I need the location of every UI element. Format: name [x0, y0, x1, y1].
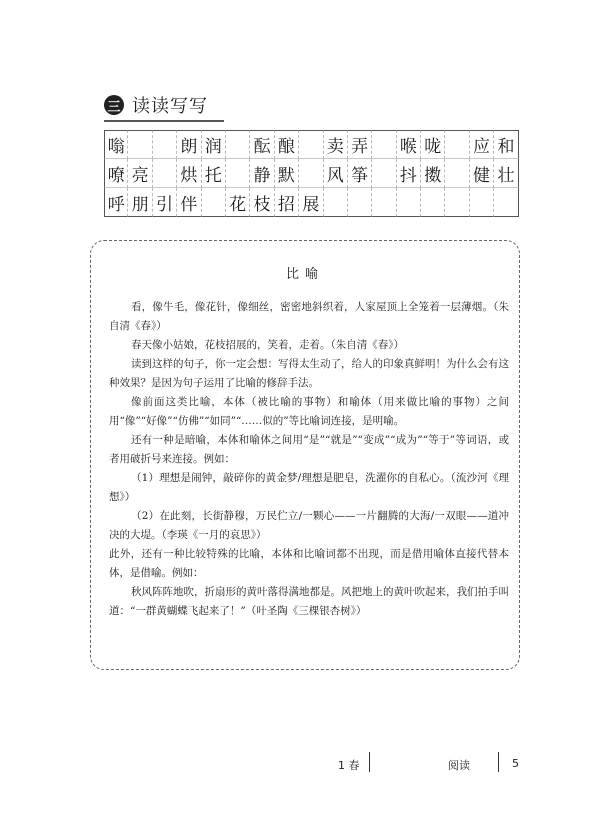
footer-divider: [498, 752, 499, 772]
vocabulary-cell: 喉: [397, 130, 421, 159]
vocabulary-cell: 呼: [104, 188, 128, 217]
vocabulary-cell: [128, 130, 152, 159]
vocabulary-cell: 酿: [275, 130, 299, 159]
vocabulary-row: [104, 130, 519, 159]
vocabulary-cell: [372, 188, 396, 217]
card-title: 比喻: [285, 267, 324, 282]
card-paragraph: 春天像小姑娘，花枝招展的，笑着，走着。（朱自清《春》）: [131, 339, 404, 351]
vocabulary-cell: 健: [470, 159, 494, 188]
vocabulary-cell: 引: [153, 188, 177, 217]
vocabulary-cell: 筝: [348, 159, 372, 188]
section-title: 读读写写: [132, 96, 208, 117]
vocabulary-cell: 嘹: [104, 159, 128, 188]
vocabulary-cell: 擞: [421, 159, 445, 188]
vocabulary-cell: [445, 130, 469, 159]
vocabulary-cell: [226, 159, 250, 188]
vocabulary-cell: [421, 188, 445, 217]
vocabulary-cell: 招: [275, 188, 299, 217]
vocabulary-cell: [397, 188, 421, 217]
vocabulary-cell: 亮: [128, 159, 152, 188]
vocabulary-cell: 默: [275, 159, 299, 188]
vocabulary-cell: 弄: [348, 130, 372, 159]
vocabulary-cell: 朋: [128, 188, 152, 217]
vocabulary-cell: 酝: [250, 130, 274, 159]
vocabulary-cell: 卖: [324, 130, 348, 159]
vocabulary-cell: 烘: [177, 159, 201, 188]
vocabulary-grid: [104, 130, 519, 217]
vocabulary-cell: 朗: [177, 130, 201, 159]
vocabulary-cell: 壮: [494, 159, 518, 188]
vocabulary-row: [104, 188, 519, 217]
vocabulary-cell: [153, 159, 177, 188]
card-paragraph: 此外，还有一种比较特殊的比喻，本体和比喻词都不出现，而是借用喻体直接代替本体，是借喻。例如：: [109, 548, 509, 579]
vocabulary-cell: 花: [226, 188, 250, 217]
card-paragraph: 看，像牛毛，像花针，像细丝，密密地斜织着，人家屋顶上全笼着一层薄烟。（朱自清《春》）: [109, 301, 509, 332]
vocabulary-cell: 润: [202, 130, 226, 159]
vocabulary-cell: [299, 130, 323, 159]
card-paragraph: （1）理想是闹钟，敲碎你的黄金梦/理想是肥皂，洗濯你的自私心。（流沙河《理想》）: [109, 472, 509, 503]
vocabulary-cell: [226, 130, 250, 159]
vocabulary-cell: [445, 159, 469, 188]
vocabulary-cell: [324, 188, 348, 217]
vocabulary-cell: [348, 188, 372, 217]
vocabulary-cell: 和: [494, 130, 518, 159]
vocabulary-cell: 风: [324, 159, 348, 188]
vocabulary-cell: 伴: [177, 188, 201, 217]
vocabulary-cell: [299, 159, 323, 188]
vocabulary-cell: [202, 188, 226, 217]
vocabulary-cell: [445, 188, 469, 217]
footer-chapter: 1 春: [338, 759, 360, 772]
vocabulary-row: [104, 159, 519, 188]
footer-section: 阅读: [448, 759, 470, 772]
card-paragraph: 读到这样的句子，你一定会想：写得太生动了，给人的印象真鲜明！为什么会有这种效果？是因为句子运用了比喻的修辞手法。: [109, 358, 509, 389]
card-paragraph: 还有一种是暗喻，本体和喻体之间用“是”“就是”“变成”“成为”“等于”等词语，或者用破折号来连接。例如：: [109, 434, 509, 465]
vocabulary-cell: 咙: [421, 130, 445, 159]
vocabulary-cell: 静: [250, 159, 274, 188]
vocabulary-cell: [372, 159, 396, 188]
vocabulary-cell: 嗡: [104, 130, 128, 159]
footer-divider: [369, 752, 370, 772]
vocabulary-cell: 托: [202, 159, 226, 188]
rhetoric-card: [90, 240, 520, 670]
page-number: 5: [512, 757, 519, 770]
vocabulary-cell: 应: [470, 130, 494, 159]
card-paragraph: 秋风阵阵地吹，折扇形的黄叶落得满地都是。风把地上的黄叶吹起来，我们拍手叫道：“一群黄蝴蝶飞起来了！”（叶圣陶《三棵银杏树》）: [109, 586, 509, 617]
vocabulary-cell: 抖: [397, 159, 421, 188]
vocabulary-cell: [153, 130, 177, 159]
card-paragraph: （2）在此刻，长街静穆，万民伫立/一颗心——一片翻腾的大海/一双眼——道冲决的大堤。（李瑛《一月的哀思》）: [109, 510, 509, 541]
vocabulary-cell: 枝: [250, 188, 274, 217]
card-paragraph: 像前面这类比喻，本体（被比喻的事物）和喻体（用来做比喻的事物）之间用“像”“好像”“仿佛”“如同”“……似的”等比喻词连接，是明喻。: [109, 396, 509, 427]
heading-underline: [104, 120, 224, 122]
vocabulary-cell: 展: [299, 188, 323, 217]
section-heading: [104, 92, 208, 118]
vocabulary-cell: [470, 188, 494, 217]
section-number-badge: 三: [104, 95, 124, 115]
vocabulary-cell: [494, 188, 518, 217]
vocabulary-cell: [372, 130, 396, 159]
